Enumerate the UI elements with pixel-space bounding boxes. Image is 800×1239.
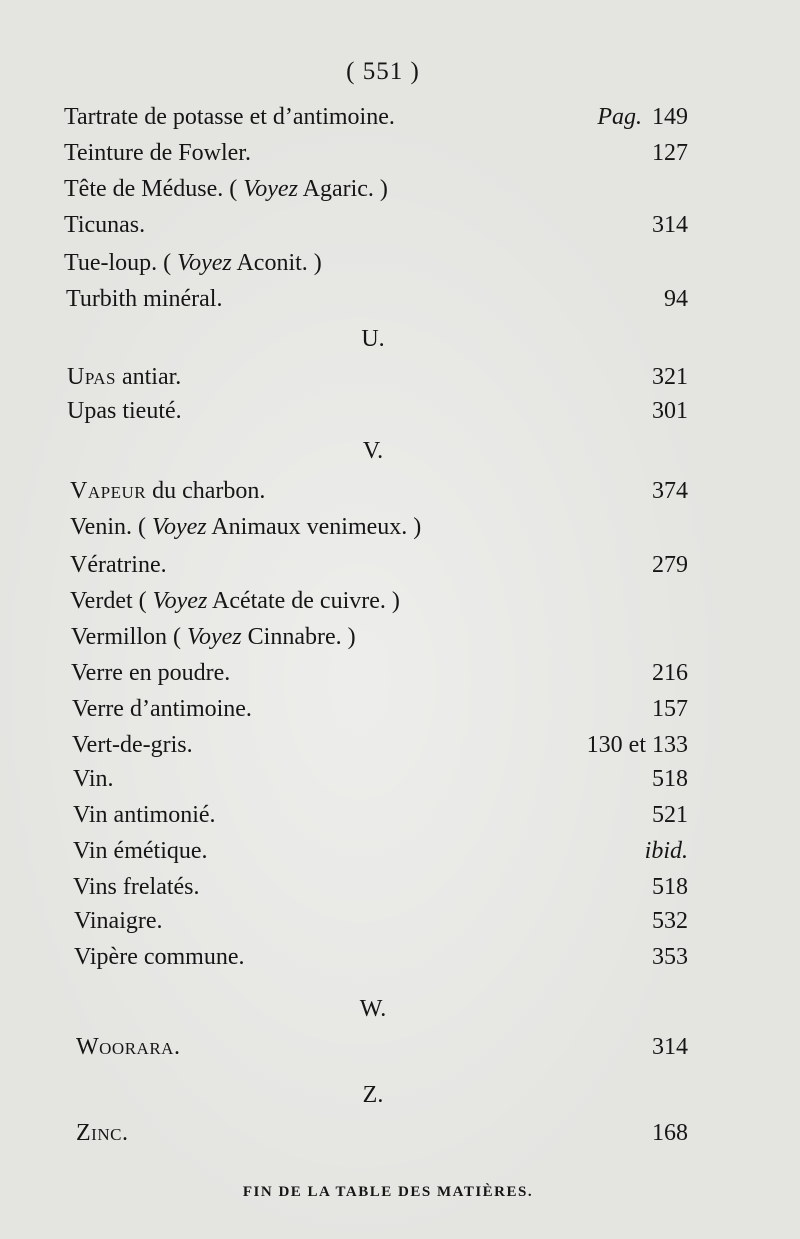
entry-page: 518	[652, 874, 688, 900]
voyez-label: Voyez	[151, 514, 207, 540]
index-entry	[0, 474, 800, 508]
index-entry	[0, 1116, 800, 1150]
entry-term-rest: .	[173, 1034, 180, 1060]
entry-cross-ref: Animaux venimeux. )	[211, 514, 422, 540]
entry-page: 168	[652, 1120, 688, 1146]
index-entry	[0, 360, 800, 394]
index-entry	[0, 656, 800, 690]
entry-term: Upas tieuté.	[67, 398, 182, 424]
entry-term	[70, 584, 400, 618]
entry-term-rest: du charbon.	[146, 478, 266, 504]
entry-term: Vert-de-gris.	[72, 732, 193, 758]
entry-page: 374	[652, 478, 688, 504]
index-entry	[0, 940, 800, 974]
index-entry	[0, 584, 800, 618]
entry-page: 301	[652, 398, 688, 424]
entry-page: 149	[652, 104, 688, 130]
entry-page: 521	[652, 802, 688, 828]
index-entry	[0, 172, 800, 206]
entry-page: 130 et 133	[586, 732, 688, 758]
entry-term	[64, 246, 322, 280]
entry-term-head: Venin. (	[70, 514, 146, 540]
voyez-label: Voyez	[177, 250, 232, 276]
index-entry	[0, 870, 800, 904]
index-entry	[0, 548, 800, 582]
entry-term-head: Vapeur	[70, 478, 147, 504]
index-entry	[0, 510, 800, 544]
entry-term: Vin antimonié.	[73, 802, 216, 828]
entry-term	[67, 360, 181, 394]
entry-page: 94	[664, 286, 688, 312]
entry-term	[70, 510, 421, 544]
entry-page: 127	[652, 140, 688, 166]
entry-term	[76, 1030, 180, 1064]
index-entry	[0, 834, 800, 868]
section-letter: W.	[359, 996, 387, 1022]
index-entry	[0, 620, 800, 654]
entry-page: 518	[652, 766, 688, 792]
entry-cross-ref: Agaric. )	[302, 176, 388, 202]
entry-page: 532	[652, 908, 688, 934]
index-entry	[0, 904, 800, 938]
index-entry	[0, 1030, 800, 1064]
entry-term: Vipère commune.	[74, 944, 245, 970]
entry-term-head: Tue-loup. (	[64, 250, 172, 276]
page-number: ( 551 )	[346, 58, 420, 85]
entry-page: 216	[652, 660, 688, 686]
index-entry	[0, 100, 800, 134]
index-entry	[0, 798, 800, 832]
section-letter: U.	[361, 326, 385, 352]
entry-page: ibid.	[644, 838, 688, 864]
entry-term-head: Verdet (	[70, 588, 147, 614]
pag-label: Pag.	[597, 104, 642, 130]
entry-term: Vin émétique.	[73, 838, 208, 864]
index-entry	[0, 136, 800, 170]
section-letter: Z.	[362, 1082, 384, 1108]
entry-term: Vinaigre.	[74, 908, 163, 934]
entry-cross-ref: Aconit. )	[236, 250, 322, 276]
index-entry	[0, 728, 800, 762]
index-entry	[0, 246, 800, 280]
entry-term: Vératrine.	[70, 552, 167, 578]
end-of-table-footer: FIN DE LA TABLE DES MATIÈRES.	[242, 1184, 534, 1200]
entry-page: 353	[652, 944, 688, 970]
entry-term	[70, 474, 265, 508]
entry-term: Ticunas.	[64, 212, 146, 238]
index-entry	[0, 762, 800, 796]
index-entry	[0, 692, 800, 726]
entry-page: 157	[652, 696, 688, 722]
entry-term	[64, 172, 388, 206]
entry-cross-ref: Acétate de cuivre. )	[211, 588, 400, 614]
index-entry	[0, 394, 800, 428]
entry-cross-ref: Cinnabre. )	[247, 624, 356, 650]
entry-term: Verre d’antimoine.	[72, 696, 252, 722]
voyez-label: Voyez	[152, 588, 208, 614]
entry-term-head: Woorara	[76, 1034, 174, 1060]
entry-term: Turbith minéral.	[66, 286, 223, 312]
entry-term-head: Upas	[67, 364, 116, 390]
entry-term	[76, 1116, 128, 1150]
entry-term: Tartrate de potasse et d’antimoine.	[64, 104, 395, 130]
entry-term-rest: antiar.	[115, 364, 182, 390]
section-letter: V.	[362, 438, 384, 464]
entry-page: 314	[652, 212, 688, 238]
entry-term	[71, 620, 356, 654]
entry-page-ref	[597, 100, 688, 134]
entry-term-head: Tête de Méduse. (	[64, 176, 238, 202]
entry-term: Verre en poudre.	[71, 660, 231, 686]
entry-term: Teinture de Fowler.	[64, 140, 251, 166]
entry-term-rest: .	[121, 1120, 128, 1146]
entry-term: Vin.	[73, 766, 114, 792]
entry-page: 279	[652, 552, 688, 578]
voyez-label: Voyez	[186, 624, 242, 650]
entry-page: 314	[652, 1034, 688, 1060]
voyez-label: Voyez	[243, 176, 298, 202]
entry-term: Vins frelatés.	[73, 874, 200, 900]
entry-term-head: Vermillon (	[71, 624, 181, 650]
index-entry	[0, 208, 800, 242]
entry-page: 321	[652, 364, 688, 390]
index-entry	[0, 282, 800, 316]
entry-term-head: Zinc	[76, 1120, 122, 1146]
